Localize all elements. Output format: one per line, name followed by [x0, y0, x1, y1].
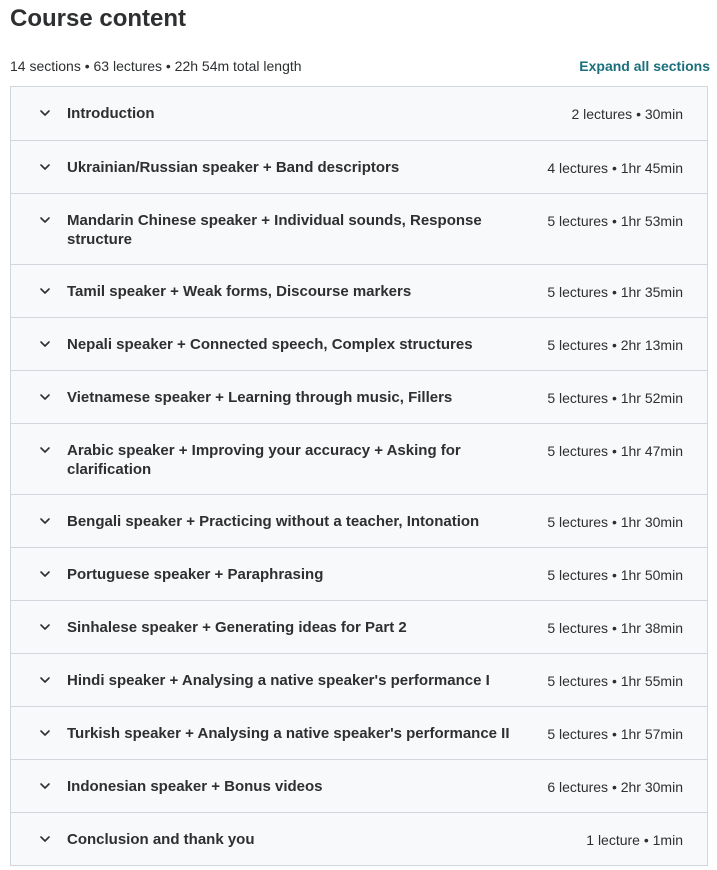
section-meta: 5 lectures • 1hr 30min: [547, 514, 683, 530]
section-meta: 2 lectures • 30min: [571, 106, 683, 122]
page-title: Course content: [10, 5, 187, 32]
section-item[interactable]: [11, 317, 707, 370]
section-item[interactable]: [11, 140, 707, 193]
section-title: Hindi speaker + Analysing a native speaker's performance I: [67, 672, 490, 689]
section-meta: 5 lectures • 1hr 50min: [547, 567, 683, 583]
section-item[interactable]: [11, 706, 707, 759]
section-meta: 5 lectures • 1hr 55min: [547, 673, 683, 689]
section-title: Tamil speaker + Weak forms, Discourse markers: [67, 283, 412, 300]
section-meta: 6 lectures • 2hr 30min: [547, 779, 683, 795]
section-meta: 5 lectures • 1hr 38min: [547, 620, 683, 636]
section-title: Vietnamese speaker + Learning through music, Fillers: [67, 389, 453, 406]
expand-all-sections-button[interactable]: Expand all sections: [579, 58, 710, 74]
chevron-down-icon: [38, 213, 52, 227]
section-item[interactable]: [11, 600, 707, 653]
chevron-down-icon: [38, 337, 52, 351]
section-item[interactable]: [11, 494, 707, 547]
chevron-down-icon: [38, 284, 52, 298]
section-meta: 5 lectures • 2hr 13min: [547, 337, 683, 353]
chevron-down-icon: [38, 832, 52, 846]
course-stats: 14 sections • 63 lectures • 22h 54m total length: [10, 58, 302, 74]
section-meta: 5 lectures • 1hr 53min: [547, 213, 683, 229]
chevron-down-icon: [38, 106, 52, 120]
section-meta: 5 lectures • 1hr 47min: [547, 443, 683, 459]
chevron-down-icon: [38, 726, 52, 740]
section-title: Indonesian speaker + Bonus videos: [67, 778, 323, 795]
section-title: Conclusion and thank you: [67, 831, 255, 848]
chevron-down-icon: [38, 443, 52, 457]
section-title: Introduction: [67, 105, 155, 122]
section-title: Arabic speaker + Improving your accuracy + Asking for clarification: [67, 442, 461, 478]
section-item[interactable]: [11, 370, 707, 423]
chevron-down-icon: [38, 673, 52, 687]
section-item[interactable]: [11, 423, 707, 494]
chevron-down-icon: [38, 390, 52, 404]
section-title: Nepali speaker + Connected speech, Complex structures: [67, 336, 473, 353]
chevron-down-icon: [38, 514, 52, 528]
section-title: Bengali speaker + Practicing without a teacher, Intonation: [67, 513, 480, 530]
chevron-down-icon: [38, 567, 52, 581]
section-list: [10, 86, 708, 866]
section-item[interactable]: [11, 87, 707, 140]
section-meta: 1 lecture • 1min: [586, 832, 683, 848]
chevron-down-icon: [38, 160, 52, 174]
section-title: Mandarin Chinese speaker + Individual sounds, Response structure: [67, 212, 482, 248]
chevron-down-icon: [38, 779, 52, 793]
section-item[interactable]: [11, 547, 707, 600]
section-meta: 5 lectures • 1hr 35min: [547, 284, 683, 300]
section-item[interactable]: [11, 653, 707, 706]
section-meta: 4 lectures • 1hr 45min: [547, 160, 683, 176]
section-title: Ukrainian/Russian speaker + Band descriptors: [67, 159, 400, 176]
section-title: Portuguese speaker + Paraphrasing: [67, 566, 324, 583]
section-title: Turkish speaker + Analysing a native speaker's performance II: [67, 725, 510, 742]
section-meta: 5 lectures • 1hr 57min: [547, 726, 683, 742]
section-title: Sinhalese speaker + Generating ideas for Part 2: [67, 619, 407, 636]
chevron-down-icon: [38, 620, 52, 634]
section-item[interactable]: [11, 759, 707, 812]
section-item[interactable]: [11, 264, 707, 317]
section-meta: 5 lectures • 1hr 52min: [547, 390, 683, 406]
section-item[interactable]: [11, 812, 707, 865]
section-item[interactable]: [11, 193, 707, 264]
